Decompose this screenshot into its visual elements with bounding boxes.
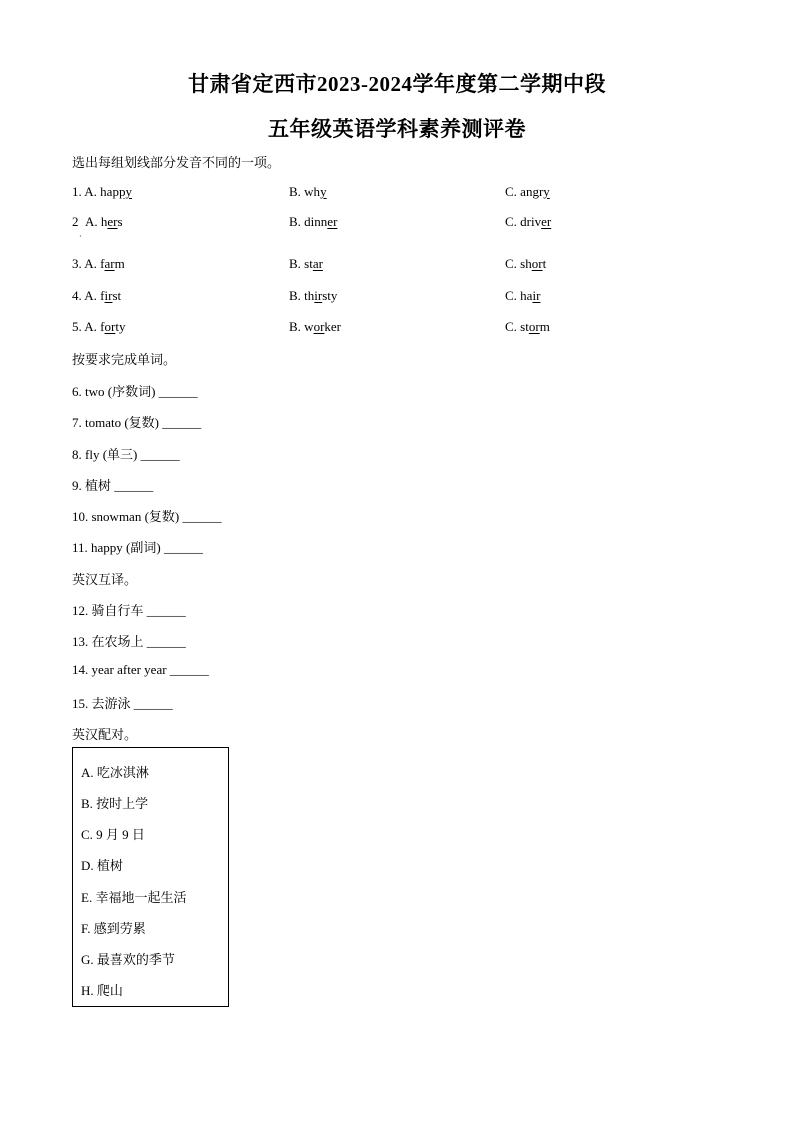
section-heading-words: 按要求完成单词。 [72, 352, 177, 367]
option-c: C. storm [505, 319, 550, 334]
match-option: G. 最喜欢的季节 [81, 952, 175, 967]
question-item: 6. two (序数词) ______ [72, 384, 198, 399]
match-option: C. 9 月 9 日 [81, 827, 145, 842]
title-line-2: 五年级英语学科素养测评卷 [268, 117, 526, 141]
option-b: B. star [289, 256, 323, 271]
match-option: D. 植树 [81, 858, 123, 873]
option-a: 1. A. happy [72, 184, 132, 199]
question-item: 9. 植树 ______ [72, 478, 154, 493]
section-heading-match: 英汉配对。 [72, 727, 138, 742]
question-item: 15. 去游泳 ______ [72, 696, 173, 711]
section-heading-translate: 英汉互译。 [72, 572, 138, 587]
option-a: 2 A. hers [72, 214, 123, 229]
question-item: 11. happy (副词) ______ [72, 540, 203, 555]
question-item: 8. fly (单三) ______ [72, 447, 180, 462]
decorative-dot: · [79, 232, 82, 241]
match-option: A. 吃冰淇淋 [81, 765, 149, 780]
option-c: C. hair [505, 288, 541, 303]
option-c: C. angry [505, 184, 550, 199]
match-options-box [72, 747, 229, 1007]
option-c: C. driver [505, 214, 552, 229]
option-b: B. dinner [289, 214, 338, 229]
match-option: H. 爬山 [81, 983, 123, 998]
option-b: B. worker [289, 319, 342, 334]
question-item: 12. 骑自行车 ______ [72, 603, 186, 618]
question-item: 14. year after year ______ [72, 662, 209, 677]
option-a: 5. A. forty [72, 319, 126, 334]
question-item: 10. snowman (复数) ______ [72, 509, 222, 524]
question-item: 13. 在农场上 ______ [72, 634, 186, 649]
section-heading-phonics: 选出每组划线部分发音不同的一项。 [72, 155, 281, 170]
option-a: 4. A. first [72, 288, 122, 303]
match-option: F. 感到劳累 [81, 921, 146, 936]
title-line-1: 甘肃省定西市2023-2024学年度第二学期中段 [188, 72, 606, 96]
option-b: B. thirsty [289, 288, 338, 303]
option-a: 3. A. farm [72, 256, 125, 271]
option-c: C. short [505, 256, 547, 271]
question-item: 7. tomato (复数) ______ [72, 415, 202, 430]
match-option: E. 幸福地一起生活 [81, 890, 187, 905]
match-option: B. 按时上学 [81, 796, 149, 811]
option-b: B. why [289, 184, 327, 199]
